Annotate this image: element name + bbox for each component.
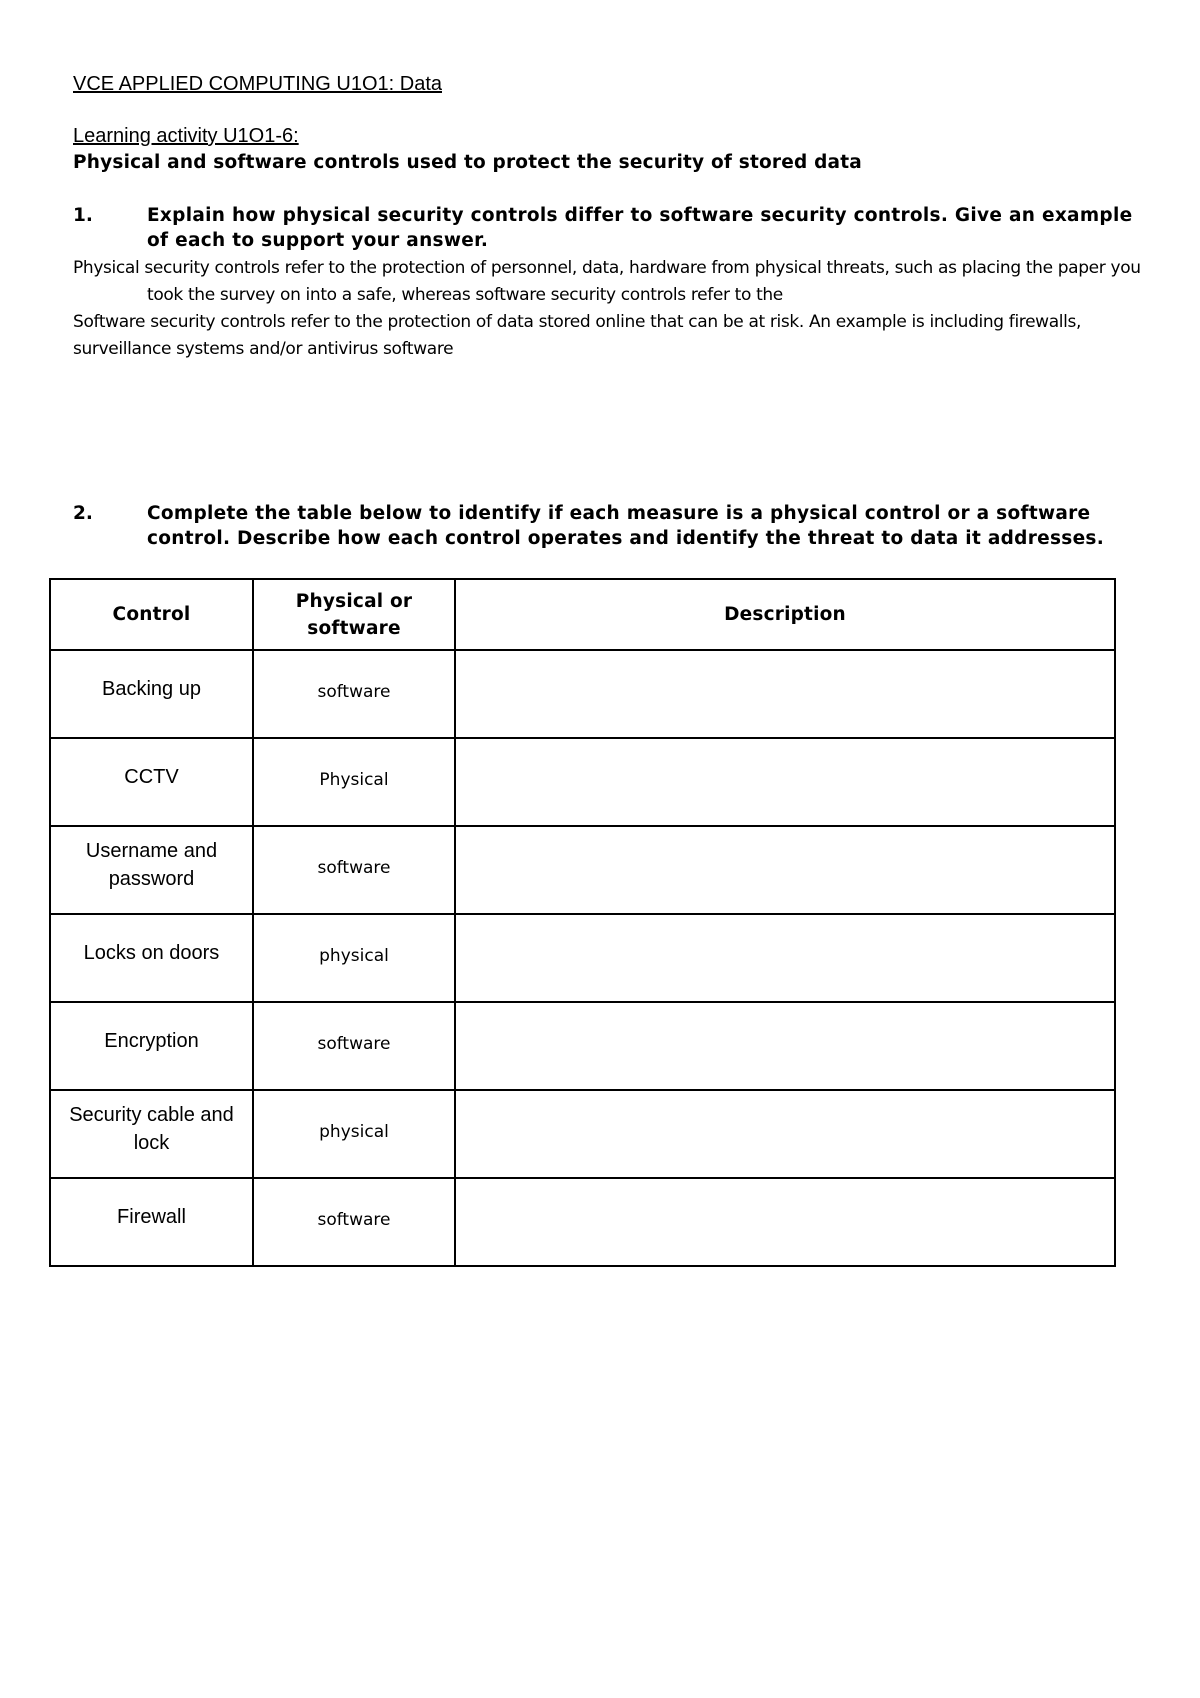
question-2-text: Complete the table below to identify if each measure is a physical control or a software control. Describe how each control operates and identify the threat to data it addresses. [147,503,1105,549]
table-row [50,738,1115,826]
control-cell: Username and password [50,826,253,914]
control-cell: Encryption [50,1002,253,1090]
type-cell: physical [253,1090,455,1178]
answer-paragraph-1: Physical security controls refer to the protection of personnel, data, hardware from physical threats, such as placing the paper you took the survey on into a safe, whereas software security controls refer to the [73,258,1141,305]
answer-paragraph-2: Software security controls refer to the protection of data stored online that can be at risk. An example is including firewalls, surveillance systems and/or antivirus software [73,312,1082,359]
type-cell: physical [253,914,455,1002]
table-row [50,1002,1115,1090]
controls-table [49,578,1116,1267]
type-cell: software [253,650,455,738]
table-header-row [50,579,1115,650]
description-cell[interactable] [455,650,1115,738]
control-cell: CCTV [50,738,253,826]
header-control: Control [50,579,253,650]
question-1-text: Explain how physical security controls differ to software security controls. Give an example of each to support your answer. [147,205,1133,251]
activity-title: Physical and software controls used to protect the security of stored data [73,152,862,173]
description-cell[interactable] [455,1090,1115,1178]
type-cell: software [253,826,455,914]
activity-label: Learning activity U1O1-6: [73,125,299,147]
type-cell: Physical [253,738,455,826]
table-row [50,1178,1115,1266]
question-1-number: 1. [73,205,93,226]
control-cell: Backing up [50,650,253,738]
document-header: VCE APPLIED COMPUTING U1O1: Data [73,73,442,95]
header-description: Description [455,579,1115,650]
question-1-answer [73,255,1153,363]
description-cell[interactable] [455,1178,1115,1266]
table-row [50,650,1115,738]
table-row [50,826,1115,914]
description-cell[interactable] [455,826,1115,914]
header-physical-or-software: Physical or software [253,579,455,650]
description-cell[interactable] [455,914,1115,1002]
description-cell[interactable] [455,1002,1115,1090]
control-cell: Locks on doors [50,914,253,1002]
table-row [50,914,1115,1002]
control-cell: Security cable and lock [50,1090,253,1178]
control-cell: Firewall [50,1178,253,1266]
description-cell[interactable] [455,738,1115,826]
question-2-number: 2. [73,503,93,524]
table-row [50,1090,1115,1178]
type-cell: software [253,1178,455,1266]
type-cell: software [253,1002,455,1090]
